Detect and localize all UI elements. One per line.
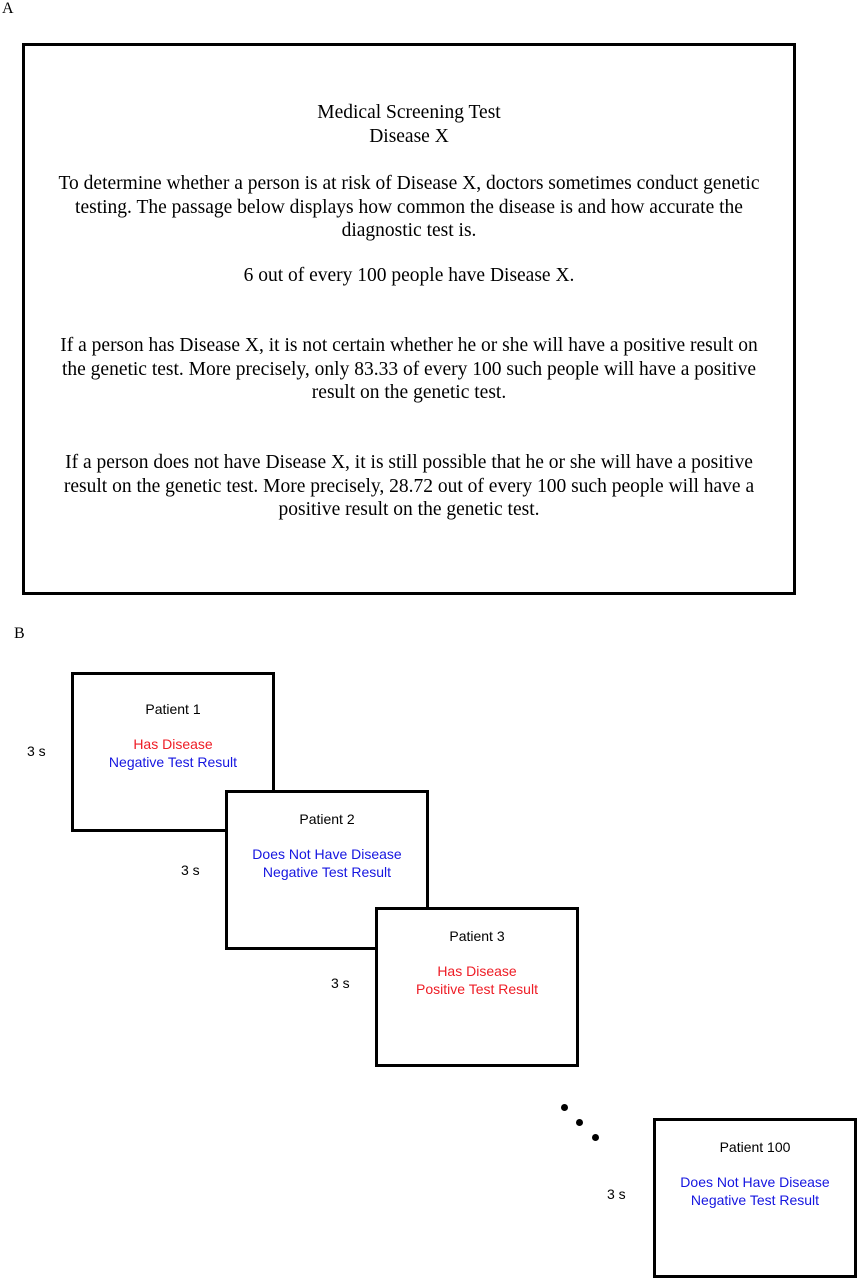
ellipsis-dot — [576, 1119, 583, 1126]
false-positive-statement: If a person does not have Disease X, it is still possible that he or she will have a positive result on the genetic test. More precisely, 28.72 out of every 100 such people will have a positive result on the genetic test. — [63, 452, 755, 520]
patient-title: Patient 2 — [299, 811, 355, 827]
trial-duration-label: 3 s — [607, 1186, 626, 1202]
patient-title: Patient 1 — [145, 701, 201, 717]
prevalence-statement: 6 out of every 100 people have Disease X. — [243, 265, 575, 286]
test-result: Positive Test Result — [416, 981, 538, 997]
passage-subtitle: Disease X — [369, 126, 449, 147]
test-result: Negative Test Result — [108, 754, 238, 770]
trial-duration-label: 3 s — [181, 862, 200, 878]
sensitivity-statement: If a person has Disease X, it is not certain whether he or she will have a positive result on the genetic test. More precisely, only 83.33 of every 100 such people will have a positive result on the genetic test. — [60, 335, 758, 403]
ellipsis-dot — [561, 1104, 568, 1111]
disease-status: Does Not Have Disease — [680, 1174, 830, 1190]
trial-duration-label: 3 s — [331, 975, 350, 991]
test-result: Negative Test Result — [690, 1192, 820, 1208]
patient-card-100 — [653, 1118, 857, 1278]
passage-title: Medical Screening Test — [317, 102, 501, 123]
patient-card-3 — [375, 907, 579, 1067]
patient-title: Patient 100 — [719, 1139, 791, 1155]
patient-title: Patient 3 — [449, 928, 505, 944]
ellipsis-dot — [592, 1134, 599, 1141]
disease-status: Has Disease — [133, 736, 213, 752]
trial-duration-label: 3 s — [27, 743, 46, 759]
disease-status: Does Not Have Disease — [252, 846, 402, 862]
panel-a-label: A — [2, 0, 14, 17]
passage-intro: To determine whether a person is at risk of Disease X, doctors sometimes conduct genetic testing. The passage below displays how common the disease is and how accurate the diagnostic test is. — [58, 173, 760, 241]
screening-test-passage-box — [22, 43, 796, 595]
panel-b-label: B — [14, 625, 25, 642]
test-result: Negative Test Result — [262, 864, 392, 880]
disease-status: Has Disease — [437, 963, 517, 979]
